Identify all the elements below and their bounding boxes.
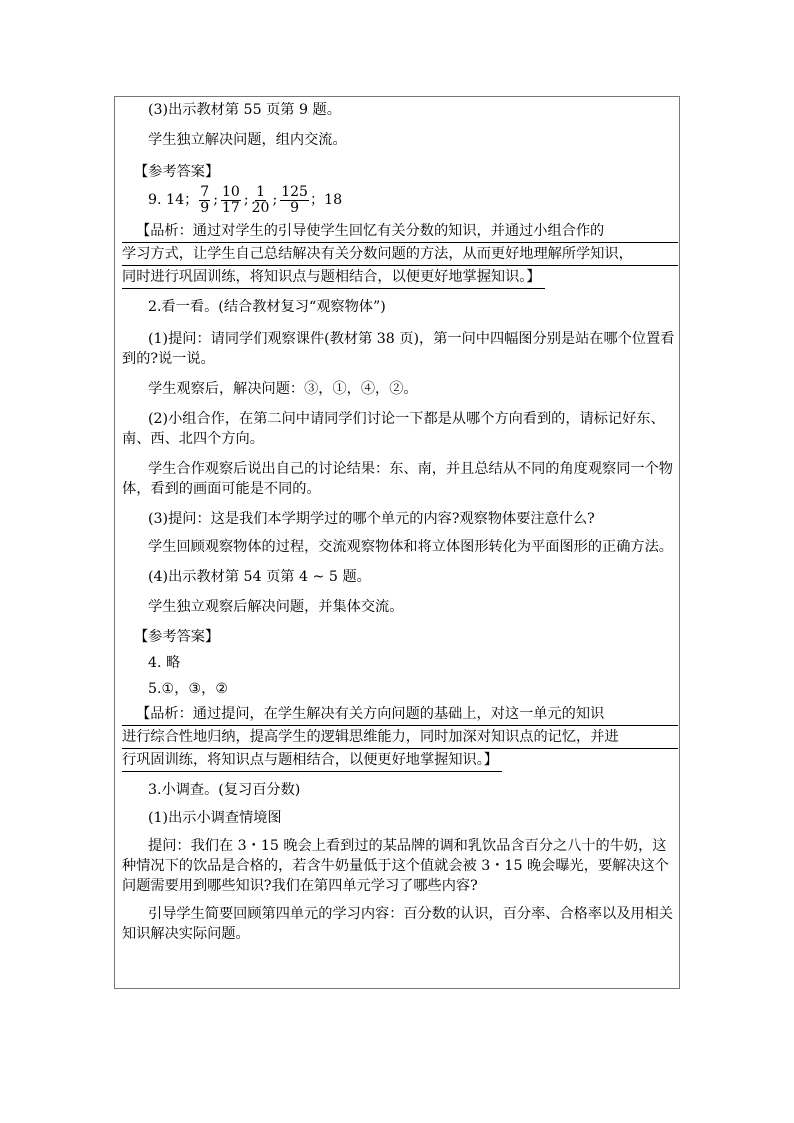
answer-heading: 【参考答案】 bbox=[134, 629, 220, 645]
analysis-line: 【品析：通过提问，在学生解决有关方向问题的基础上，对这一单元的知识 bbox=[122, 703, 678, 726]
analysis-block bbox=[122, 703, 678, 772]
answer-heading: 【参考答案】 bbox=[134, 164, 220, 180]
paragraph: 学生独立观察后解决问题，并集体交流。 bbox=[148, 599, 404, 615]
document-body bbox=[122, 100, 678, 944]
separator: ; bbox=[213, 192, 218, 208]
analysis-line: 学习方式，让学生自己总结解决有关分数问题的方法，从而更好地理解所学知识， bbox=[122, 243, 678, 266]
paragraph: (1)提问：请同学们观察课件(教材第 38 页)，第一问中四幅图分别是站在哪个位置看到的?说一说。 bbox=[122, 331, 675, 367]
analysis-line: 【品析：通过对学生的引导使学生回忆有关分数的知识，并通过小组合作的 bbox=[122, 220, 678, 243]
paragraph: (3)提问：这是我们本学期学过的哪个单元的内容?观察物体要注意什么? bbox=[148, 511, 595, 527]
fraction-denominator: 17 bbox=[222, 199, 240, 216]
paragraph: (1)出示小调查情境图 bbox=[148, 810, 282, 826]
answer-9-line bbox=[122, 182, 342, 218]
analysis-block bbox=[122, 220, 678, 289]
answer-9-prefix: 9. 14； bbox=[148, 192, 199, 208]
fraction-denominator: 9 bbox=[290, 199, 300, 216]
separator: ; bbox=[243, 192, 249, 208]
paragraph: (4)出示教材第 54 页第 4 ~ 5 题。 bbox=[148, 569, 371, 585]
paragraph: 学生观察后，解决问题：③，①，④，②。 bbox=[148, 381, 418, 397]
fraction-numerator: 125 bbox=[281, 183, 308, 200]
fraction bbox=[199, 185, 210, 216]
analysis-line: 行巩固训练，将知识点与题相结合，以便更好地掌握知识。】 bbox=[122, 749, 502, 772]
paragraph: 学生独立解决问题，组内交流。 bbox=[148, 132, 347, 148]
analysis-line: 同时进行巩固训练，将知识点与题相结合，以便更好地掌握知识。】 bbox=[122, 266, 545, 289]
analysis-line: 进行综合性地归纳，提高学生的逻辑思维能力，同时加深对知识点的记忆，并进 bbox=[122, 726, 678, 749]
fraction-denominator: 9 bbox=[200, 199, 210, 216]
fraction bbox=[280, 185, 309, 216]
answer-line: 5.①，③，② bbox=[148, 681, 229, 697]
section-heading: 3.小调查。(复习百分数) bbox=[148, 782, 301, 798]
fraction-numerator: 1 bbox=[256, 183, 265, 200]
paragraph: 学生合作观察后说出自己的讨论结果：东、南，并且总结从不同的角度观察同一个物体，看到的画面可能是不同的。 bbox=[122, 461, 673, 497]
paragraph: 提问：我们在 3・15 晚会上看到过的某品牌的调和乳饮品含百分之八十的牛奶，这种情况下的饮品是合格的，若含牛奶量低于这个值就会被 3・15 晚会曝光，要解决这个问题需要用到哪些知识?我们在第四单元学习了哪些内容? bbox=[122, 838, 669, 894]
fraction-denominator: 20 bbox=[251, 199, 270, 216]
fraction-numerator: 10 bbox=[222, 183, 240, 200]
answer-9-suffix: ；18 bbox=[309, 192, 343, 208]
answer-line: 4. 略 bbox=[148, 655, 181, 671]
paragraph: (3)出示教材第 55 页第 9 题。 bbox=[148, 102, 341, 118]
separator: ; bbox=[272, 192, 278, 208]
paragraph: 引导学生简要回顾第四单元的学习内容：百分数的认识，百分率、合格率以及用相关知识解决实际问题。 bbox=[122, 906, 673, 942]
section-heading: 2.看一看。(结合教材复习“观察物体”) bbox=[148, 299, 386, 315]
fraction bbox=[221, 185, 241, 216]
fraction-numerator: 7 bbox=[200, 183, 210, 200]
paragraph: (2)小组合作，在第二问中请同学们讨论一下都是从哪个方向看到的，请标记好东、南、西、北四个方向。 bbox=[122, 411, 665, 447]
paragraph: 学生回顾观察物体的过程，交流观察物体和将立体图形转化为平面图形的正确方法。 bbox=[148, 539, 673, 555]
fraction bbox=[252, 185, 270, 216]
